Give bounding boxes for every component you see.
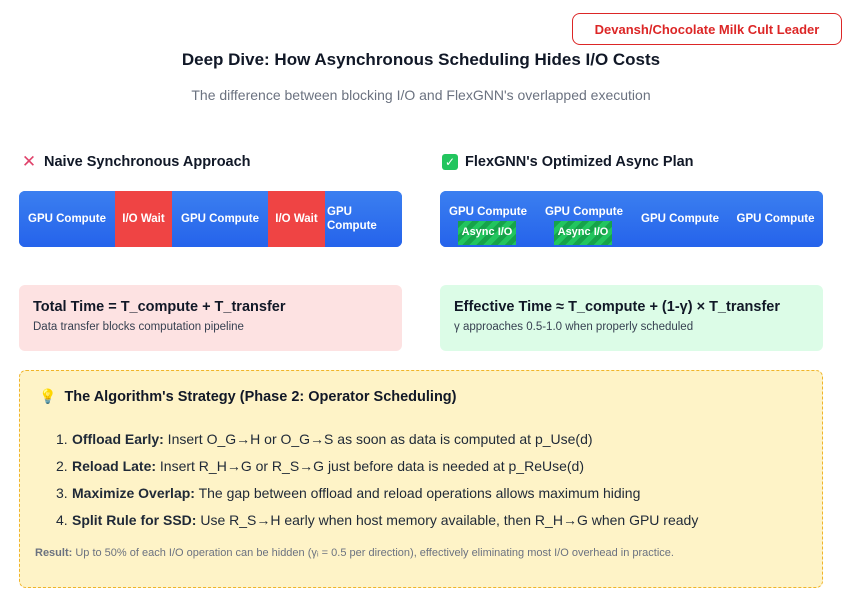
async-gpu-compute-segment: GPU Compute bbox=[728, 191, 823, 247]
naive-gpu-compute-segment: GPU Compute bbox=[325, 191, 402, 247]
step-text: Use R_S→H early when host memory available, then R_H→G when GPU ready bbox=[196, 512, 699, 528]
naive-formula-box bbox=[19, 285, 402, 351]
segment-label: GPU Compute bbox=[449, 206, 527, 218]
step-key: Offload Early: bbox=[72, 431, 164, 447]
strategy-steps bbox=[56, 429, 816, 537]
step-number: 2. bbox=[56, 458, 68, 474]
step-number: 3. bbox=[56, 485, 68, 501]
async-io-overlay: Async I/O bbox=[458, 221, 516, 245]
step-text: Insert R_H→G or R_S→G just before data is needed at p_ReUse(d) bbox=[156, 458, 584, 474]
naive-heading bbox=[21, 154, 251, 170]
lightbulb-icon: 💡 bbox=[39, 388, 57, 404]
naive-io-wait-segment: I/O Wait bbox=[268, 191, 325, 247]
result-text: Up to 50% of each I/O operation can be hidden (γᵢ = 0.5 per direction), effectively eliminating most I/O overhead in practice. bbox=[72, 547, 674, 559]
async-heading-label: FlexGNN's Optimized Async Plan bbox=[465, 154, 694, 170]
async-timeline bbox=[440, 191, 823, 247]
list-item bbox=[56, 456, 816, 483]
naive-gpu-compute-segment: GPU Compute bbox=[19, 191, 115, 247]
cross-mark-icon: ✕ bbox=[21, 152, 37, 171]
async-note: γ approaches 0.5-1.0 when properly scheduled bbox=[454, 321, 694, 333]
async-heading bbox=[442, 154, 694, 170]
step-key: Reload Late: bbox=[72, 458, 157, 474]
naive-heading-label: Naive Synchronous Approach bbox=[44, 154, 251, 170]
strategy-panel bbox=[19, 370, 823, 588]
async-formula: Effective Time ≈ T_compute + (1-γ) × T_transfer bbox=[454, 299, 780, 315]
page-title: Deep Dive: How Asynchronous Scheduling Hides I/O Costs bbox=[181, 50, 661, 69]
list-item bbox=[56, 429, 816, 456]
async-io-overlay: Async I/O bbox=[554, 221, 612, 245]
naive-io-wait-segment: I/O Wait bbox=[115, 191, 172, 247]
naive-formula: Total Time = T_compute + T_transfer bbox=[33, 299, 286, 315]
check-mark-icon: ✓ bbox=[442, 154, 458, 170]
strategy-heading-label: The Algorithm's Strategy (Phase 2: Operator Scheduling) bbox=[64, 388, 457, 405]
step-text: Insert O_G→H or O_G→S as soon as data is computed at p_Use(d) bbox=[163, 431, 593, 447]
strategy-heading bbox=[39, 388, 457, 405]
list-item bbox=[56, 510, 816, 537]
step-number: 4. bbox=[56, 512, 68, 528]
result-note bbox=[35, 547, 674, 559]
page-subtitle: The difference between blocking I/O and FlexGNN's overlapped execution bbox=[191, 87, 651, 103]
result-label: Result: bbox=[35, 547, 73, 559]
async-gpu-compute-segment: GPU Compute bbox=[632, 191, 728, 247]
naive-gpu-compute-segment: GPU Compute bbox=[172, 191, 268, 247]
naive-timeline bbox=[19, 191, 402, 247]
segment-label: GPU Compute bbox=[545, 206, 623, 218]
list-item bbox=[56, 483, 816, 510]
async-gpu-compute-segment bbox=[440, 191, 536, 247]
step-number: 1. bbox=[56, 431, 68, 447]
step-key: Split Rule for SSD: bbox=[72, 512, 197, 528]
async-gpu-compute-segment bbox=[536, 191, 632, 247]
step-text: The gap between offload and reload operations allows maximum hiding bbox=[194, 485, 641, 501]
step-key: Maximize Overlap: bbox=[72, 485, 195, 501]
async-formula-box bbox=[440, 285, 823, 351]
author-badge: Devansh/Chocolate Milk Cult Leader bbox=[572, 13, 842, 45]
naive-note: Data transfer blocks computation pipeline bbox=[33, 321, 244, 333]
